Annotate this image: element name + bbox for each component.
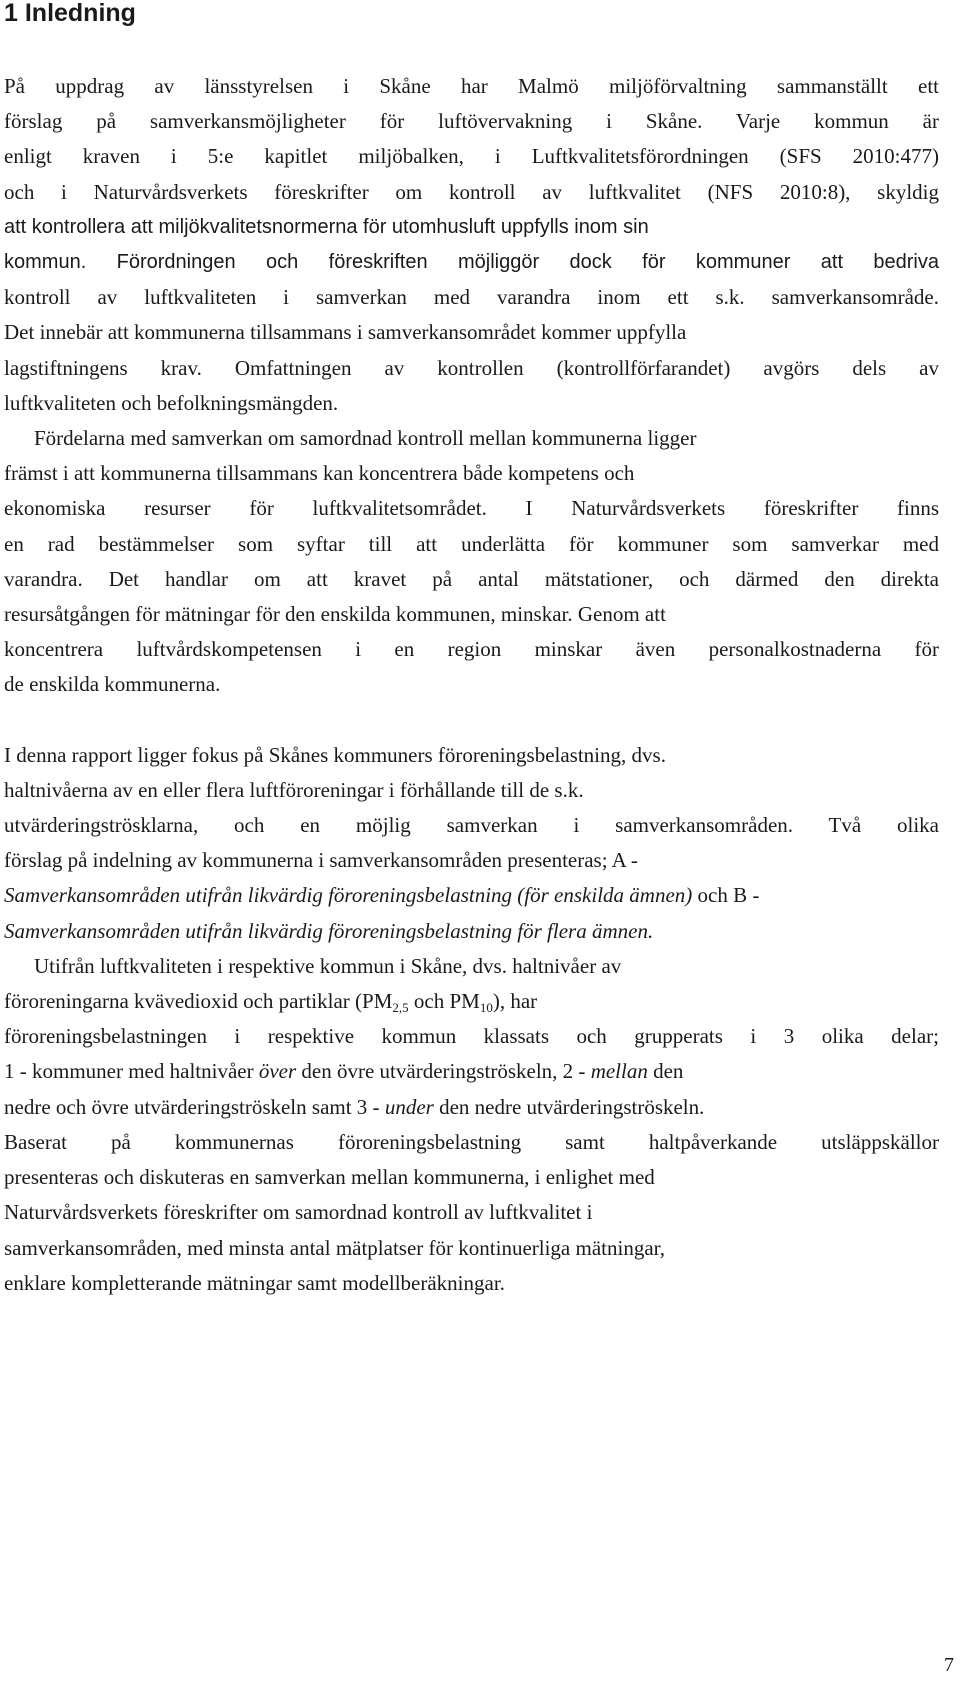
text-line: främst i att kommunerna tillsammans kan koncentrera både kompetens och	[4, 461, 635, 486]
text-line: enklare kompletterande mätningar samt modellberäkningar.	[4, 1270, 505, 1295]
text-line: presenteras och diskuteras en samverkan mellan kommunerna, i enlighet med	[4, 1165, 655, 1190]
italic-text: under	[384, 1094, 434, 1119]
text-line: koncentrera luftvårdskompetensen i en region minskar även personalkostnaderna för	[4, 637, 939, 662]
text-line: Naturvårdsverkets föreskrifter om samordnad kontroll av luftkvalitet i	[4, 1200, 593, 1225]
text-line: samverkansområden, med minsta antal mätplatser för kontinuerliga mätningar,	[4, 1235, 666, 1260]
text-fragment: den nedre utvärderingströskeln.	[433, 1094, 705, 1119]
text-line: kontroll av luftkvaliteten i samverkan med varandra inom ett s.k. samverkansområde.	[4, 285, 939, 310]
italic-text: mellan	[590, 1059, 648, 1084]
text-fragment: den övre utvärderingströskeln, 2 -	[296, 1059, 591, 1084]
paragraph-3	[4, 738, 952, 949]
text-line: enligt kraven i 5:e kapitlet miljöbalken, i Luftkvalitetsförordningen (SFS 2010:477)	[4, 144, 939, 169]
text-line	[4, 914, 952, 949]
text-fragment: den	[647, 1059, 684, 1084]
subscript: 10	[479, 1000, 493, 1016]
italic-text: Samverkansområden utifrån likvärdig föroreningsbelastning (för enskilda ämnen)	[4, 883, 693, 908]
paragraph-1	[4, 69, 952, 421]
paragraph-4	[4, 949, 952, 1301]
text-fragment: 1 - kommuner med haltnivåer	[4, 1059, 259, 1084]
text-line: utvärderingströsklarna, och en möjlig samverkan i samverkansområden. Två olika	[4, 813, 939, 838]
text-line: luftkvaliteten och befolkningsmängden.	[4, 390, 339, 415]
text-line: ekonomiska resurser för luftkvalitetsområdet. I Naturvårdsverkets föreskrifter finns	[4, 496, 939, 521]
text-line: en rad bestämmelser som syftar till att underlätta för kommuner som samverkar med	[4, 531, 939, 556]
text-fragment: ), har	[492, 989, 538, 1014]
text-line	[4, 1090, 952, 1125]
italic-text: över	[258, 1059, 297, 1084]
text-fragment: och PM	[408, 989, 480, 1014]
text-line: Utifrån luftkvaliteten i respektive kommun i Skåne, dvs. haltnivåer av	[34, 953, 622, 978]
text-fragment: nedre och övre utvärderingströskeln samt 3 -	[4, 1094, 385, 1119]
text-line: att kontrollera att miljökvalitetsnormerna för utomhusluft uppfylls inom sin	[4, 215, 649, 238]
text-line: Det innebär att kommunerna tillsammans i samverkansområdet kommer uppfylla	[4, 320, 687, 345]
text-line	[4, 984, 952, 1019]
text-line: förslag på indelning av kommunerna i samverkansområden presenteras; A -	[4, 848, 638, 873]
text-line: Baserat på kommunernas föroreningsbelastning samt haltpåverkande utsläppskällor	[4, 1129, 939, 1154]
text-line: I denna rapport ligger fokus på Skånes kommuners föroreningsbelastning, dvs.	[4, 742, 666, 767]
text-fragment: och B -	[692, 883, 760, 908]
text-line: föroreningsbelastningen i respektive kommun klassats och grupperats i 3 olika delar;	[4, 1024, 939, 1049]
text-line: förslag på samverkansmöjligheter för luftövervakning i Skåne. Varje kommun är	[4, 109, 939, 134]
text-line: varandra. Det handlar om att kravet på antal mätstationer, och därmed den direkta	[4, 566, 939, 591]
text-line	[4, 878, 952, 913]
paragraph-2	[4, 421, 952, 703]
document-body	[4, 69, 952, 1301]
text-fragment: föroreningarna kvävedioxid och partiklar (PM	[4, 989, 393, 1014]
section-heading: 1 Inledning	[4, 0, 136, 27]
page-number: 7	[944, 1654, 954, 1676]
text-line: lagstiftningens krav. Omfattningen av kontrollen (kontrollförfarandet) avgörs dels av	[4, 355, 939, 380]
text-line: haltnivåerna av en eller flera luftföroreningar i förhållande till de s.k.	[4, 777, 584, 802]
text-line: Fördelarna med samverkan om samordnad kontroll mellan kommunerna ligger	[34, 426, 697, 451]
italic-text: Samverkansområden utifrån likvärdig föroreningsbelastning för flera ämnen.	[4, 918, 654, 943]
text-line: På uppdrag av länsstyrelsen i Skåne har Malmö miljöförvaltning sammanställt ett	[4, 74, 939, 98]
paragraph-gap	[4, 703, 952, 738]
text-line	[4, 1054, 952, 1089]
subscript: 2,5	[392, 1000, 409, 1016]
text-line: de enskilda kommunerna.	[4, 672, 221, 697]
text-line: resursåtgången för mätningar för den enskilda kommunen, minskar. Genom att	[4, 602, 666, 627]
text-line: kommun. Förordningen och föreskriften möjliggör dock för kommuner att bedriva	[4, 251, 939, 274]
text-line: och i Naturvårdsverkets föreskrifter om kontroll av luftkvalitet (NFS 2010:8), skyldig	[4, 179, 939, 204]
